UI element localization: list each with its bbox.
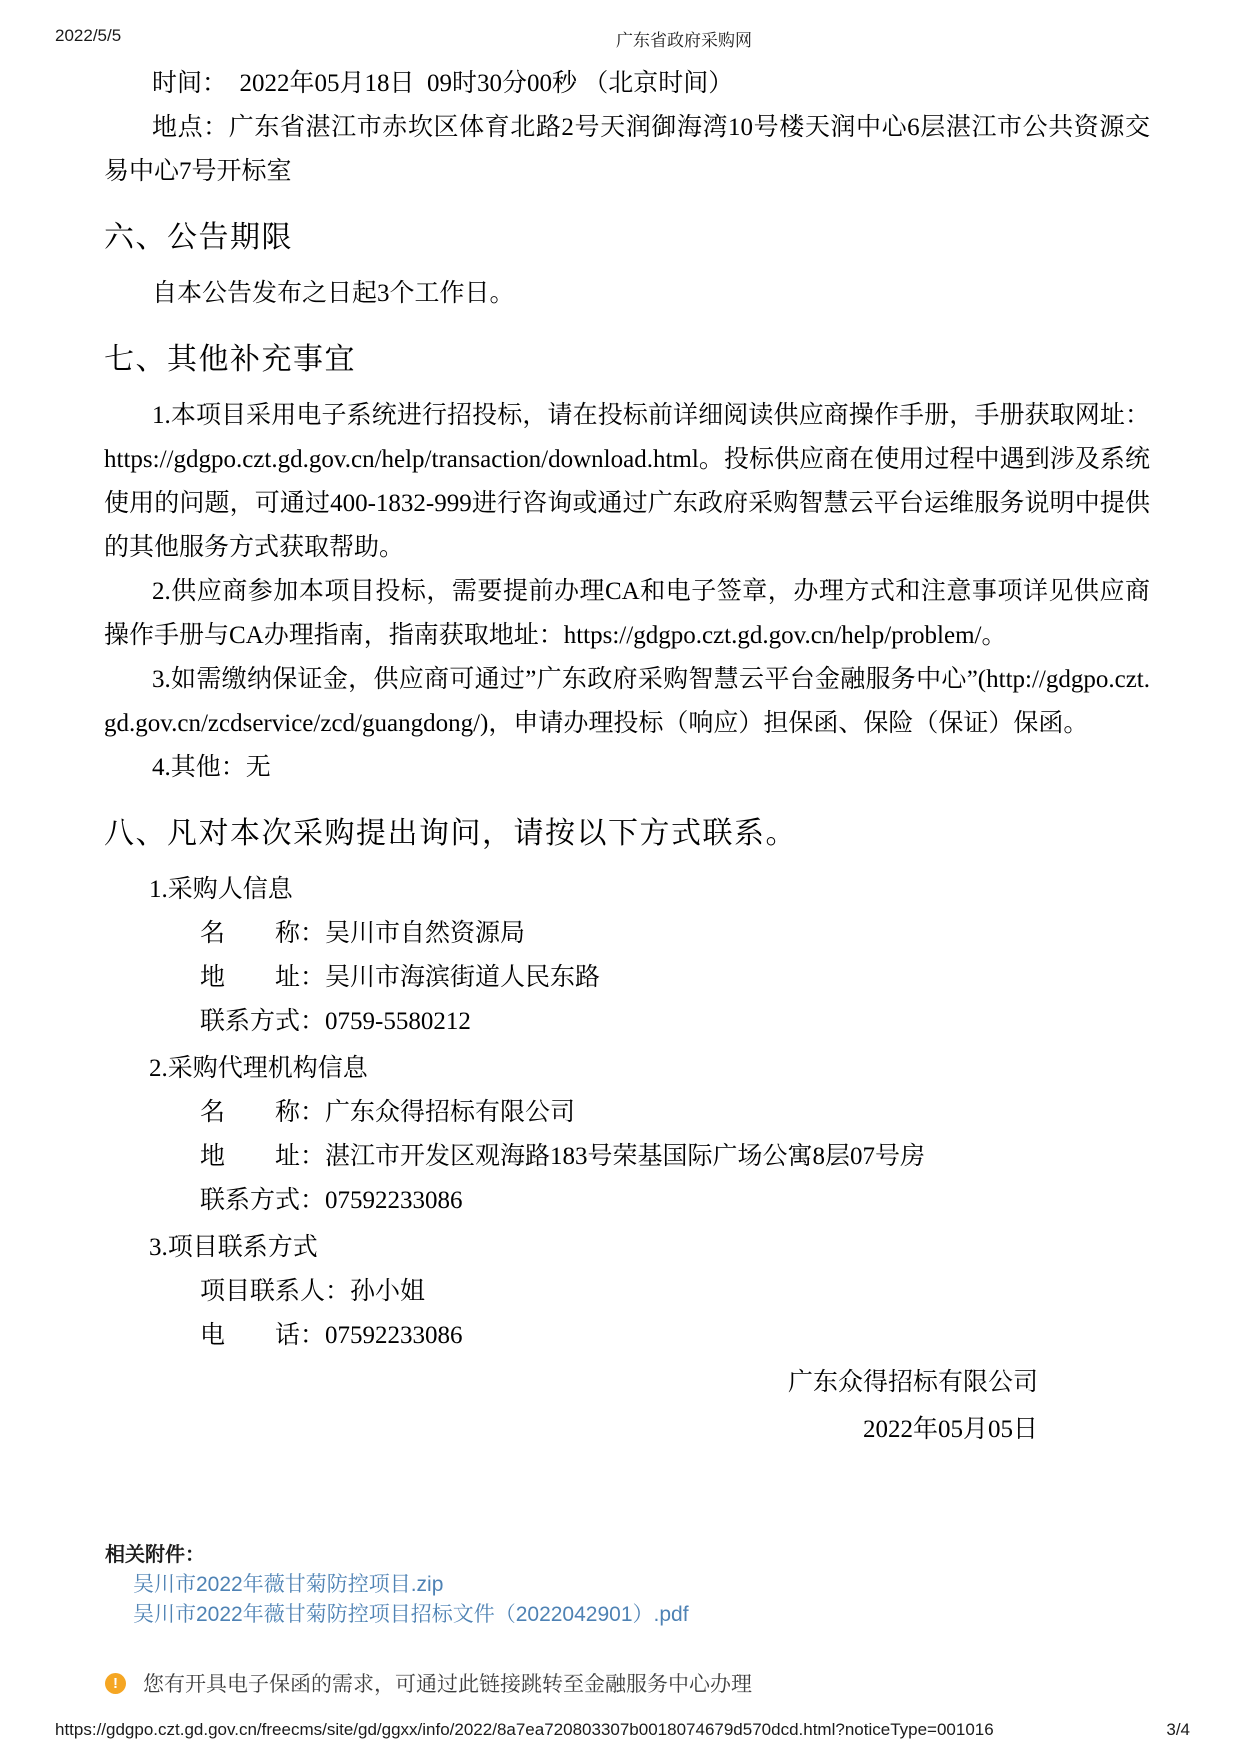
print-header	[0, 26, 1242, 50]
agency-info-group	[104, 1047, 1150, 1223]
signature-date: 2022年05月05日	[862, 1416, 1038, 1443]
signature-block	[104, 1359, 1150, 1453]
project-contact-phone: 电 话：07592233086	[200, 1322, 463, 1349]
signature-company: 广东众得招标有限公司	[787, 1369, 1038, 1396]
agency-address: 地 址：湛江市开发区观海路183号荣基国际广场公寓8层07号房	[200, 1143, 926, 1170]
purchaser-name: 名 称：吴川市自然资源局	[200, 920, 526, 947]
project-contact-group	[104, 1226, 1150, 1358]
project-contact-label: 3.项目联系方式	[149, 1234, 318, 1261]
document-body	[0, 62, 1242, 1453]
purchaser-contact: 联系方式：0759-5580212	[200, 1008, 471, 1035]
section7-heading: 七、其他补充事宜	[104, 343, 356, 376]
attachment-link-pdf[interactable]: 吴川市2022年薇甘菊防控项目招标文件（2022042901）.pdf	[133, 1603, 689, 1626]
guarantee-notice[interactable]	[0, 1668, 1242, 1698]
agency-contact: 联系方式：07592233086	[200, 1187, 463, 1214]
time-line: 时间： 2022年05月18日 09时30分00秒 （北京时间）	[152, 70, 734, 97]
section7-item-2: 2.供应商参加本项目投标，需要提前办理CA和电子签章，办理方式和注意事项详见供应商操作手册与CA办理指南，指南获取地址：https://gdgpo.czt.gd.gov.cn/help/problem/。	[104, 578, 1150, 649]
header-date: 2022/5/5	[55, 26, 122, 45]
purchaser-address: 地 址：吴川市海滨街道人民东路	[200, 964, 601, 991]
section7-item-4: 4.其他：无	[152, 754, 271, 781]
guarantee-notice-text: 您有开具电子保函的需求，可通过此链接跳转至金融服务中心办理	[143, 1673, 752, 1696]
purchaser-info-label: 1.采购人信息	[149, 876, 293, 903]
agency-name: 名 称：广东众得招标有限公司	[200, 1099, 576, 1126]
footer-url: https://gdgpo.czt.gd.gov.cn/freecms/site/gd/ggxx/info/2022/8a7ea720803307b0018074679d570dcd.html?noticeType=001016	[55, 1720, 994, 1739]
project-contact-person: 项目联系人：孙小姐	[200, 1278, 426, 1305]
footer-page-indicator: 3/4	[1166, 1720, 1190, 1739]
section8-heading: 八、凡对本次采购提出询问，请按以下方式联系。	[104, 817, 797, 850]
agency-info-label: 2.采购代理机构信息	[149, 1055, 368, 1082]
section6-heading: 六、公告期限	[104, 221, 293, 254]
attachment-link-zip[interactable]: 吴川市2022年薇甘菊防控项目.zip	[133, 1573, 444, 1596]
header-site-title: 广东省政府采购网	[616, 31, 752, 50]
attachments-label: 相关附件：	[105, 1544, 205, 1566]
print-footer	[0, 1720, 1242, 1740]
section7-item-3: 3.如需缴纳保证金，供应商可通过”广东政府采购智慧云平台金融服务中心”(http://gdgpo.czt.gd.gov.cn/zcdservice/zcd/guangdong/)，申请办理投标（响应）担保函、保险（保证）保函。	[104, 666, 1150, 737]
location-line: 地点：广东省湛江市赤坎区体育北路2号天润御海湾10号楼天润中心6层湛江市公共资源交易中心7号开标室	[104, 114, 1150, 185]
exclamation-circle-icon: !	[105, 1673, 126, 1694]
section6-paragraph: 自本公告发布之日起3个工作日。	[152, 280, 515, 307]
section7-item-1: 1.本项目采用电子系统进行招投标，请在投标前详细阅读供应商操作手册，手册获取网址：https://gdgpo.czt.gd.gov.cn/help/transaction/download.html。投标供应商在使用过程中遇到涉及系统使用的问题，可通过400-1832-999进行咨询或通过广东政府采购智慧云平台运维服务说明中提供的其他服务方式获取帮助。	[104, 402, 1150, 561]
purchaser-info-group	[104, 868, 1150, 1044]
attachments-section	[0, 1540, 1242, 1630]
